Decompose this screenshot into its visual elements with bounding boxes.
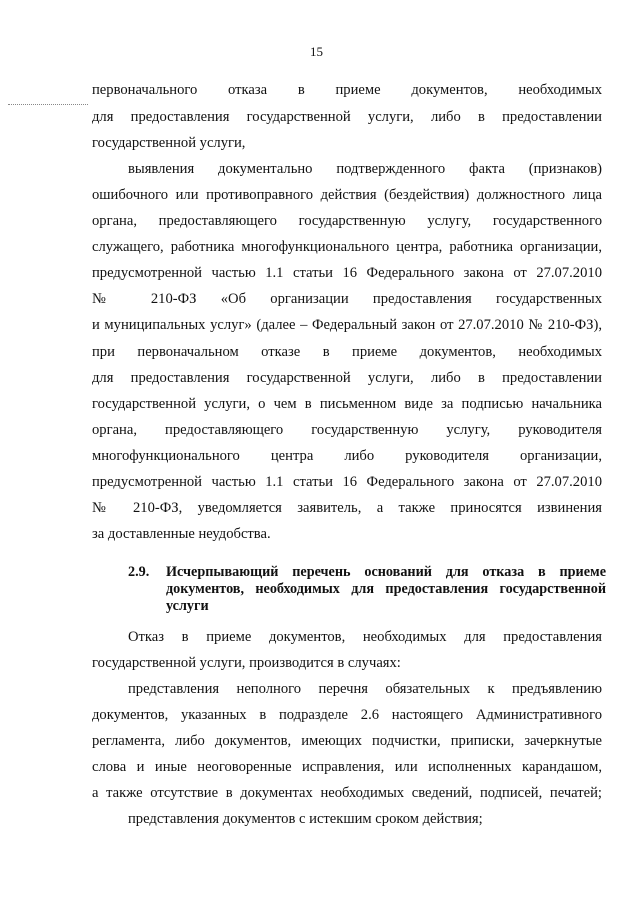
text-line: государственной услуги, производится в случаях: [92,655,401,671]
page-number: 15 [310,44,323,59]
text-line: Отказ в приеме документов, необходимых для предоставления [128,629,602,645]
text-line: первоначального отказа в приеме документов, необходимых [92,82,602,98]
text-line: за доставленные неудобства. [92,526,271,542]
text-line: а также отсутствие в документах необходимых сведений, подписей, печатей; [92,785,602,801]
text-line: государственной услуги, [92,135,246,151]
scan-artifact [8,104,88,106]
text-line: слова и иные неоговоренные исправления, или исполненных карандашом, [92,759,602,775]
text-line: регламента, либо документов, имеющих подчистки, приписки, зачеркнутые [92,733,602,749]
text-line: № 210-ФЗ, уведомляется заявитель, а также приносятся извинения [92,500,602,516]
text-line: представления неполного перечня обязательных к предъявлению [128,681,602,697]
section-heading-line: услуги [166,598,209,614]
section-heading-line: Исчерпывающий перечень оснований для отказа в приеме [166,564,606,580]
text-line: ошибочного или противоправного действия (бездействия) должностного лица [92,187,602,203]
text-line: № 210-ФЗ «Об организации предоставления государственных [92,291,602,307]
text-line: при первоначальном отказе в приеме документов, необходимых [92,344,602,360]
text-line: для предоставления государственной услуги, либо в предоставлении [92,109,602,125]
section-heading-line: документов, необходимых для предоставления государственной [166,581,606,597]
text-line: документов, указанных в подразделе 2.6 настоящего Административного [92,707,602,723]
text-line: предусмотренной частью 1.1 статьи 16 Федерального закона от 27.07.2010 [92,265,602,281]
text-line: органа, предоставляющего государственную услугу, государственного [92,213,602,229]
text-line: выявления документально подтвержденного факта (признаков) [128,161,602,177]
text-line: многофункционального центра либо руководителя организации, [92,448,602,464]
text-line: предусмотренной частью 1.1 статьи 16 Федерального закона от 27.07.2010 [92,474,602,490]
text-line: и муниципальных услуг» (далее – Федеральный закон от 27.07.2010 № 210-ФЗ), [92,317,602,333]
section-number: 2.9. [128,564,150,580]
text-line: органа, предоставляющего государственную услугу, руководителя [92,422,602,438]
text-line: государственной услуги, о чем в письменном виде за подписью начальника [92,396,602,412]
text-line: служащего, работника многофункционального центра, работника организации, [92,239,602,255]
text-line: представления документов с истекшим сроком действия; [128,811,483,827]
text-line: для предоставления государственной услуги, либо в предоставлении [92,370,602,386]
